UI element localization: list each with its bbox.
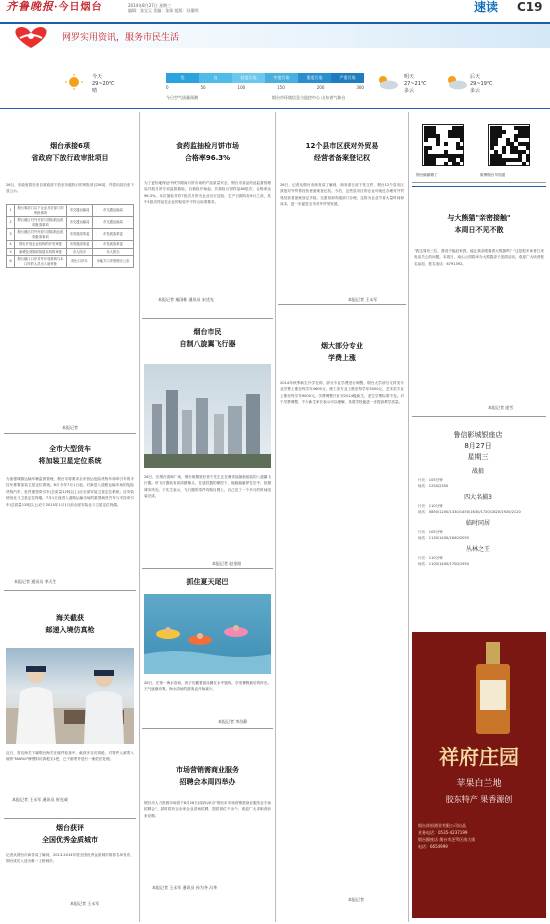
aqi-note: 今日空气质量预测: [166, 95, 198, 100]
article-title-summer: 抓住夏天尾巴: [186, 578, 229, 586]
table-cell: 6: [7, 256, 15, 268]
weather-after-tomorrow: [470, 74, 493, 95]
after-label: 后天: [470, 74, 481, 80]
page-number: C19: [517, 0, 543, 14]
table-row: [7, 229, 134, 241]
article-body-drone: 26日，在烟台滨海广场，烟台航模爱好者于先生正在调试他最新组装的八旋翼飞行器。该飞行器装有高清摄像头，在遥控器的操控下，能稳稳悬停在空中，拍摄城市风光。于先生表示，飞行器的零件均购自网上，自己花了一个多月的时间组装完成。: [144, 475, 271, 499]
beach-photo: [144, 594, 271, 674]
customs-photo: [6, 648, 134, 744]
table-cell: 2: [7, 217, 15, 229]
heart-logo-icon: [8, 24, 54, 50]
tomorrow-label: 明天: [404, 74, 415, 80]
movie-item: [412, 493, 544, 515]
divider: [4, 433, 136, 434]
ad-address: 烟台銀座店 烟台市芝罘区南大街: [418, 837, 476, 842]
movie-item: [412, 519, 544, 541]
article-body-jobfair: 烟台市人力资源市场将于8月28日(周四)举办"烟台市市场营销需商业服务业专场招聘会"，届时将有百余家企业进场招聘，提供岗位千余个，欢迎广大求职者前来应聘。: [144, 801, 271, 818]
article-body-trade: 26日，记者从烟台市商务局了解到，商务部日前下发文件，烟台12个县市区获批对外贸易经营者备案登记权。今后，这些县市区的企业可就近办理对外贸易经营者备案登记手续，无需再到市级部门办理，这将为企业节省大量时间和成本，进一步促进全市对外贸易发展。: [280, 183, 404, 207]
today-desc: 晴: [92, 88, 98, 94]
movie-name: 四大名捕3: [464, 494, 492, 501]
article-body-panda: "我这周有三位，我说不能赶来我，能让我亲眼看看大熊猫吗？"这是很多读者打来电话关心的问题。本周日，南山公园将举办大熊猫亲子见面活动，欢迎广大读者报名参加，报名电话：6791392。: [414, 249, 544, 266]
byline-customs: 本报记者 王永军 通讯员 崔光威: [12, 797, 68, 802]
divider: [412, 182, 546, 183]
table-cell: 1: [7, 205, 15, 217]
table-cell: 市人防办: [92, 248, 133, 256]
table-cell: 烟台港口口岸对外开放机构与本口岸的人员出入境审批: [15, 256, 67, 268]
weather-tomorrow: [404, 74, 427, 95]
tomorrow-desc: 多云: [404, 88, 415, 94]
drone-photo: [144, 364, 271, 468]
table-cell: 烟台事部门以下企业对应部门的审批事项: [15, 205, 67, 217]
table-cell: 市发展改革委: [92, 229, 133, 241]
article-body-mooncake: 为了更好地保证中秋节期间月饼市场的产品质量安全，烟台市食品药品监督管理局开展月饼专项监督抽检。自抽检开始起，共抽检月饼样品80批次，合格率达96.3%。本次抽检共有7批次月饼为企业自行送检，生产日期均在8月之前，其中1批次样品在企业的检验中不符合标准要求。: [144, 181, 271, 205]
table-cell: 烟台开放企业机构的开发审批: [15, 241, 67, 249]
byline-award: 本报记者 王永军: [70, 901, 100, 906]
movie-list: [412, 467, 544, 567]
movie-item: [412, 467, 544, 489]
article-title-award: 烟台获评 全国优秀金质城市: [42, 824, 98, 844]
byline-trucks: 本报记者 通讯员 李天生: [14, 579, 57, 584]
aqi-tick: 100: [237, 85, 246, 90]
byline-mooncake: 本报记者 秦国栋 通讯员 宋述光: [158, 297, 214, 302]
table-cell: 市发展改革委: [67, 229, 93, 241]
table-cell: 烟台口岸办: [67, 256, 93, 268]
ad-phone: 业务电话：0535-4237199: [418, 830, 468, 835]
table-row: [7, 217, 134, 229]
article-title-trade: 12个县市区获对外贸易 经营者备案登记权: [305, 142, 379, 162]
article-body-trucks: 为加强城源运输车辆监督管理，烟台市将要求全市营运危险货物车和牵引车的半挂车都要加装卫星定位系统。8月今年7月1日起，对新进入道路运输市场的危险货物汽车、危货重型牵引车(总质量12吨以上)应全部安装卫星定位系统；应安装使用北斗卫星定位终端。7月1日前进入道路运输市场的重型载货汽车与半挂牵引车(总质量12吨以上)应于2015年1月1日前全部安装北斗卫星定位终端。: [6, 477, 134, 507]
divider: [142, 728, 273, 729]
aqi-level: 轻度污染: [232, 73, 265, 83]
aqi-tick: 0: [166, 85, 169, 90]
article-body-summer: 26日，在第一海水浴场，孩子们戴着游泳圈在水中嬉戏，享受暑假最后的时光。天气逐渐凉爽，海水浴场的游客也开始减少。: [144, 681, 271, 692]
table-cell: 市交通运输局: [92, 205, 133, 217]
advertisement-brandy: [412, 632, 546, 918]
after-desc: 多云: [470, 88, 481, 94]
article-title-trucks: 全市大型货车 将加装卫星定位系统: [38, 445, 102, 465]
byline-approval: 本报记者: [62, 425, 78, 430]
weather-today: [92, 74, 115, 95]
byline-trade: 本报记者 王永军: [348, 297, 378, 302]
article-body-tuition: 2014年秋季新生开学在即，部分专业学费进行调整。烟台大学部分文科类专业学费上涨至每学年4600元，理工类专业上涨至每学年5000元，艺术类专业上涨至每学年9000元。学费调整只针对2014级新生，老生学费标准不变。对于学费调整，不少新生家长表示可以理解，希望学校能进一步提高教学质量。: [280, 381, 404, 405]
weather-divider: [0, 108, 550, 109]
aqi-level: 良: [199, 73, 232, 83]
ad-company: 烟台祥府酒业有限公司出品: [418, 823, 466, 828]
table-cell: 市人防办: [67, 248, 93, 256]
byline-tuition: 本报记者: [348, 897, 364, 902]
divider: [4, 818, 136, 819]
today-label: 今天: [92, 74, 103, 80]
byline-summer: 本报记者 李泊静: [218, 719, 248, 724]
qr-code-weibo[interactable]: [488, 124, 530, 166]
ad-phone-2: 电话：6654999: [418, 844, 448, 849]
aqi-level: 严重污染: [331, 73, 364, 83]
table-cell: 市发展改革委: [92, 241, 133, 249]
article-title-jobfair: 市场营销需商业服务 招聘会本周四举办: [176, 766, 239, 786]
movie-showtimes: 片长：110分钟 场次：1100/1445/1700/1950: [418, 556, 469, 566]
banner-slogan: 网罗实用资讯，服务市民生活: [62, 33, 180, 43]
aqi-level: 优: [166, 73, 199, 83]
ad-slogan-1: 苹果白兰地: [456, 779, 502, 789]
cinema-title: 鲁信影城银座店: [453, 431, 503, 439]
cinema-weekday: 星期三: [467, 453, 489, 461]
table-cell: 5: [7, 248, 15, 256]
article-title-mooncake: 食药监抽检月饼市场 合格率96.3%: [176, 142, 239, 162]
tomorrow-temp: 27~21℃: [404, 81, 427, 87]
movie-name: 战狼: [471, 468, 484, 475]
table-cell: 3: [7, 229, 15, 241]
table-row: [7, 205, 134, 217]
divider: [142, 568, 273, 569]
table-cell: 4: [7, 241, 15, 249]
qr-label-weibo: 微博烟台早知道: [480, 173, 506, 177]
table-row: [7, 241, 134, 249]
aqi-tick: 200: [316, 85, 325, 90]
cinema-date: 8月27日: [464, 442, 492, 450]
table-cell: 新增及到期或续展本机构审批: [15, 248, 67, 256]
article-body-customs: 近日，青岛海关下属烟台海关在邮件检查中，截获多支仿真枪，对寄件人邮寄入境的"MARUI"牌塑料仿真枪支1把，已于邮寄并进行一案依法处理。: [6, 751, 134, 762]
movie-showtimes: 片长：105分钟 场次：1130/1430/1640/2055: [418, 530, 469, 540]
newspaper-brand: 齐鲁晚报·今日烟台: [6, 0, 103, 13]
aqi-source: 烟台市环境信息与监控中心 山东省气象台: [272, 95, 346, 100]
table-cell: 烟台港区对外开放与国际航运机构批准事项: [15, 217, 67, 229]
approval-table: [6, 204, 134, 268]
table-cell: 市交通运输局: [67, 205, 93, 217]
article-title-tuition: 烟大部分专业 学费上涨: [321, 342, 363, 362]
aqi-tick: 50: [200, 85, 206, 90]
movie-showtimes: 片长：110分钟 场次：0850/1200/1330/1450/1630/1720/1820/1920/2120: [418, 504, 521, 514]
aqi-tick: 300: [356, 85, 364, 90]
movie-item: [412, 545, 544, 567]
dateline: [128, 3, 199, 13]
divider: [412, 416, 546, 417]
aqi-bar: [166, 73, 364, 83]
ad-contact: [418, 822, 540, 850]
brandy-bottle-icon: [422, 638, 536, 738]
article-body-approval: 26日，市政府将在来自省政府下放至市级执行的审批项目26项，并将向其后来下放公示。: [6, 183, 134, 194]
sidebar-rule: [412, 186, 546, 187]
divider: [278, 304, 406, 305]
article-body-award: 记者从烟台市商务局了解到，2013-2014年度全国优秀金质城市推荐名单发布，烟台成功入选为唯一上榜城市。: [6, 853, 134, 864]
byline-drone: 本报记者 赵金阳: [212, 561, 242, 566]
column-rule-2: [275, 112, 276, 922]
column-rule-1: [139, 112, 140, 922]
qr-code-wechat[interactable]: [422, 124, 464, 166]
table-row: [7, 248, 134, 256]
table-cell: 市交通运输局: [92, 217, 133, 229]
article-title-approval: 烟台承接6项 省政府下放行政审批项目: [31, 142, 109, 162]
table-cell: 市交通运输局: [67, 217, 93, 229]
sun-icon: [62, 74, 86, 90]
cinema-schedule: [412, 430, 544, 571]
table-row: [7, 256, 134, 268]
section-title: 速读: [474, 0, 499, 14]
table-cell: 烟台港区对外开放与国际航运机构批准事项: [15, 229, 67, 241]
date-text: 2014年8月27日 星期三: [128, 3, 172, 8]
movie-name: 临时同居: [465, 520, 490, 527]
article-title-panda: 与大熊猫"亲密接触" 本周日不见不散: [447, 214, 511, 234]
aqi-scale: [166, 84, 364, 91]
editor-credits: 编辑：张宝玉 美编：张琛 组版：孙董明: [128, 8, 199, 13]
aqi-level: 重度污染: [298, 73, 331, 83]
cloudy-sun-icon: [374, 74, 400, 90]
aqi-level: 中度污染: [265, 73, 298, 83]
divider: [4, 590, 136, 591]
byline-panda: 本报记者 庞雪: [488, 405, 514, 410]
qr-label-wechat: 烟台偷偷攒了: [416, 173, 438, 177]
divider: [142, 318, 273, 319]
byline-jobfair: 本报记者 王永军 通讯员 孙为冬 冯华: [152, 885, 218, 890]
today-temp: 29~20℃: [92, 81, 115, 87]
column-rule-3: [408, 112, 409, 922]
after-temp: 29~19℃: [470, 81, 493, 87]
ad-slogan-2: 胶东特产 果香源创: [445, 795, 513, 804]
movie-showtimes: 片长：105分钟 场次：1250/2350: [418, 478, 449, 488]
movie-name: 丛林之王: [465, 546, 490, 553]
table-cell: 市发展改革委: [67, 241, 93, 249]
table-cell: 市地方口岸管理办公室: [92, 256, 133, 268]
article-title-customs: 海关截获 邮递入境仿真枪: [45, 614, 95, 634]
cloudy-sun-icon-2: [444, 74, 468, 90]
brand-subtitle: ·今日烟台: [54, 2, 103, 13]
ad-brand-name: 祥府庄园: [439, 745, 519, 769]
aqi-tick: 150: [277, 85, 285, 90]
article-title-drone: 烟台市民 自制八旋翼飞行器: [179, 328, 236, 348]
